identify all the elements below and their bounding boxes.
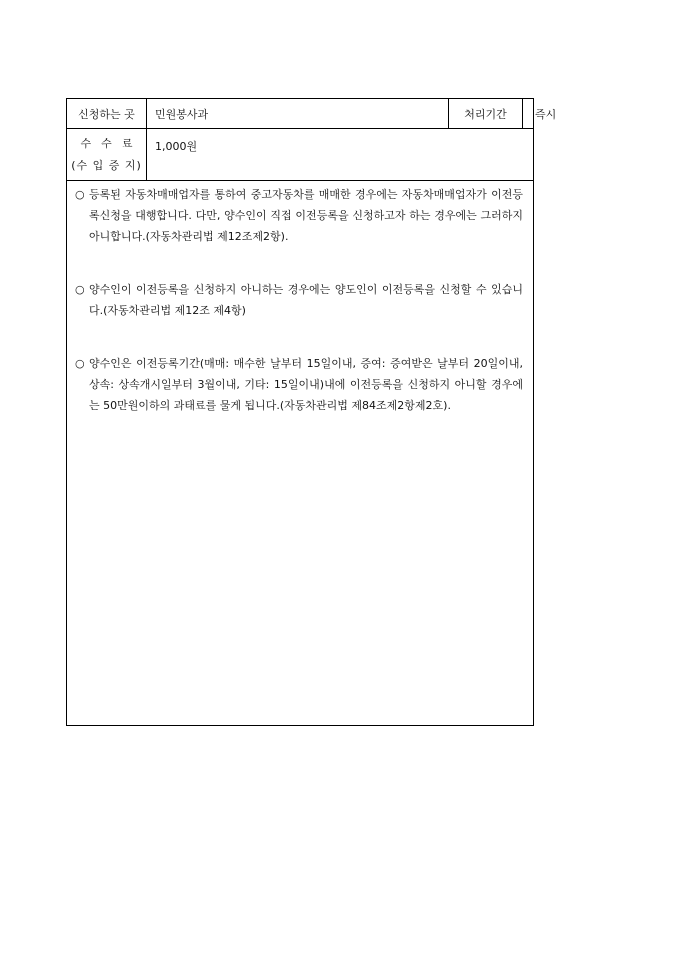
fee-label-char: 료 [121,137,133,150]
header-row [67,99,557,129]
processing-period-value-char1: 즉 [535,107,546,121]
fee-label-char: 수 [80,137,92,150]
note-item [75,184,523,247]
processing-period-label: 처리기간 [449,99,523,128]
note-text: 양수인은 이전등록기간(매매: 매수한 날부터 15일이내, 증여: 증여받은 날부터 20일이내, 상속: 상속개시일부터 3월이내, 기타: 15일이내)내에 이전등록을 신청하지 아니할 경우에는 50만원이하의 과태료를 물게 됩니다.(자동차관리법 제84조제2항제2호). [89,357,523,412]
fee-label [67,128,147,180]
fee-label-char: 수 [101,137,112,150]
bullet-icon: ○ [75,283,85,296]
note-item [75,353,523,416]
note-item [75,279,523,321]
processing-period-value-char2: 시 [545,107,557,121]
note-text: 양수인이 이전등록을 신청하지 아니하는 경우에는 양도인이 이전등록을 신청할 수 있습니다.(자동차관리법 제12조 제4항) [89,283,523,317]
notes-section [67,182,533,416]
bullet-icon: ○ [75,188,85,201]
fee-row [67,128,533,181]
processing-period-value [523,99,557,128]
bullet-icon: ○ [75,357,85,370]
office-value: 민원봉사과 [147,99,449,128]
office-label: 신청하는 곳 [67,99,147,128]
transfer-registration-form [66,98,557,726]
fee-label-line2: (수 입 증 지) [71,159,142,172]
note-text: 등록된 자동차매매업자를 통하여 중고자동차를 매매한 경우에는 자동차매매업자가 이전등록신청을 대행합니다. 다만, 양수인이 직접 이전등록을 신청하고자 하는 경우에는 그러하지 아니합니다.(자동차관리법 제12조제2항). [89,188,523,243]
fee-value: 1,000원 [155,140,198,153]
fee-label-line1 [81,135,133,151]
